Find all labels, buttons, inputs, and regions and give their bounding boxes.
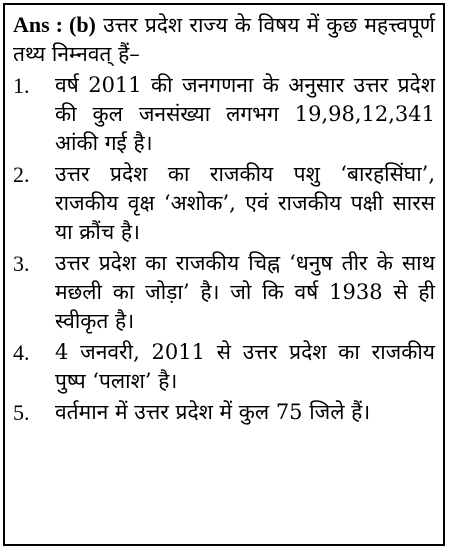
fact-text: उत्तर प्रदेश का राजकीय पशु ‘बारहसिंघा’, राजकीय वृक्ष ‘अशोक’, एवं राजकीय पक्षी सारस या क्रौंच है।	[55, 162, 435, 244]
fact-text: उत्तर प्रदेश का राजकीय चिह्न ‘धनुष तीर के साथ मछली का जोड़ा’ है। जो कि वर्ष 1938 से ही स्वीकृत है।	[55, 251, 435, 333]
fact-number: 5.	[13, 400, 30, 425]
fact-item	[13, 71, 435, 158]
fact-item	[13, 160, 435, 247]
fact-text: वर्तमान में उत्तर प्रदेश में कुल 75 जिले हैं।	[55, 400, 371, 424]
fact-item	[13, 249, 435, 336]
answer-intro	[13, 10, 435, 69]
answer-box	[3, 3, 445, 546]
fact-item	[13, 398, 435, 427]
fact-number: 2.	[13, 162, 30, 187]
fact-number: 3.	[13, 251, 30, 276]
answer-label: Ans : (b)	[13, 12, 96, 37]
fact-number: 1.	[13, 73, 30, 98]
fact-text: 4 जनवरी, 2011 से उत्तर प्रदेश का राजकीय पुष्प ‘पलाश’ है।	[55, 340, 435, 393]
fact-item	[13, 338, 435, 396]
fact-text: वर्ष 2011 की जनगणना के अनुसार उत्तर प्रदेश की कुल जनसंख्या लगभग 19,98,12,341 आंकी गई है।	[55, 73, 435, 155]
fact-number: 4.	[13, 340, 30, 365]
answer-intro-text: उत्तर प्रदेश राज्य के विषय में कुछ महत्त्वपूर्ण तथ्य निम्नवत् हैं–	[13, 13, 435, 66]
facts-list	[13, 71, 435, 427]
